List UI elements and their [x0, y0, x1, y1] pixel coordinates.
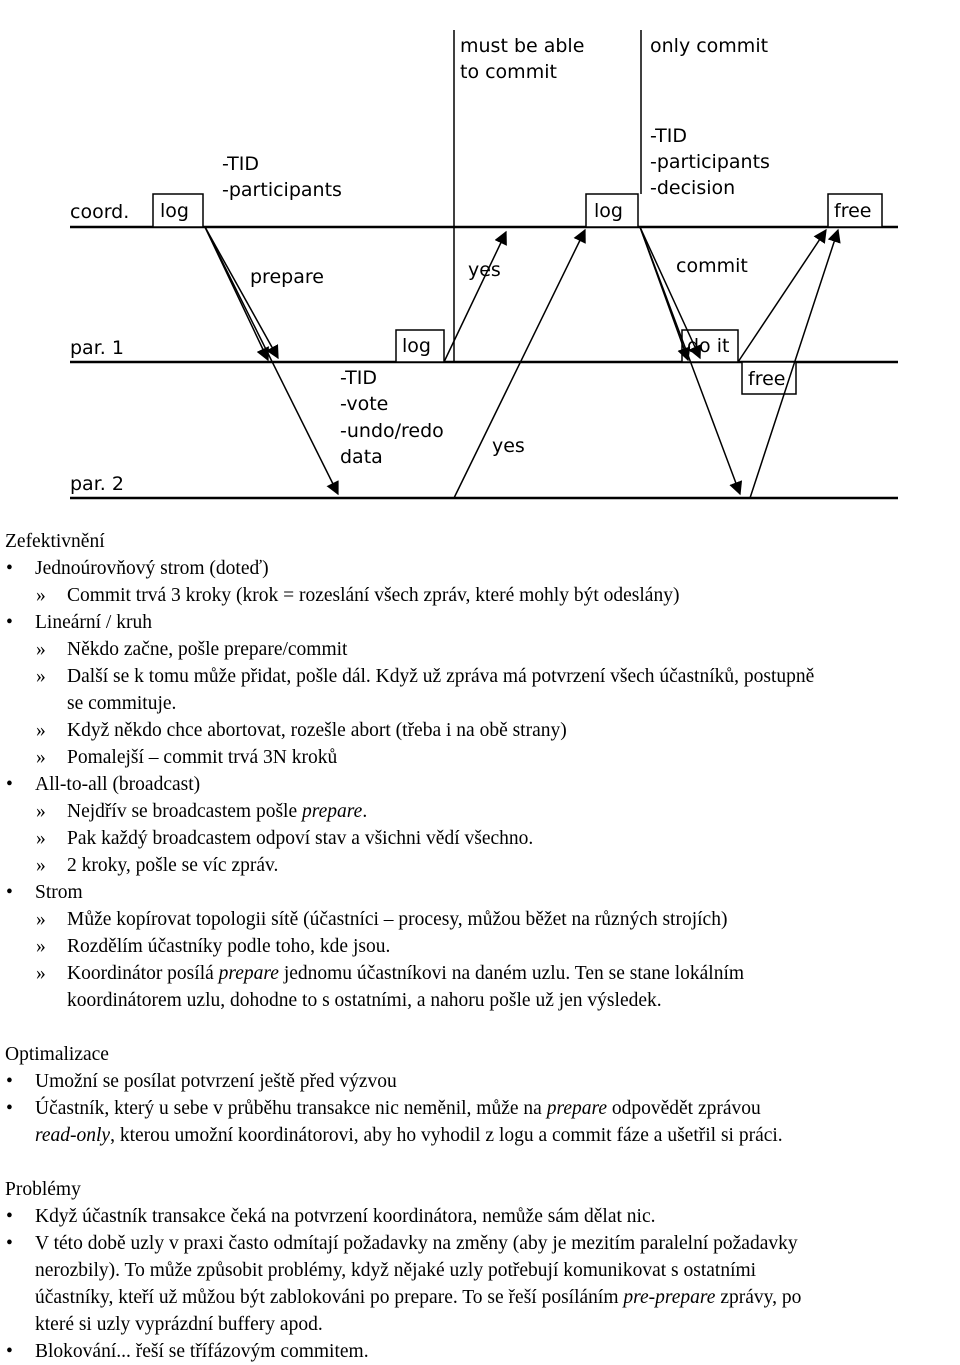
commit-arrow-par1-a	[640, 227, 700, 358]
item-text-italic: prepare	[218, 963, 279, 984]
bullet-continuation	[0, 1284, 960, 1311]
par-log-info-tid: -TID	[340, 367, 377, 389]
item-text: Někdo začne, pošle prepare/commit	[67, 639, 348, 660]
sub-bullet-marker: »	[36, 855, 46, 876]
coord-log2-info-tid: -TID	[650, 125, 687, 147]
par-log-info-undo-redo: -undo/redo	[340, 420, 444, 442]
coord-log1-info-participants: -participants	[222, 179, 342, 201]
bullet-dot: •	[6, 1233, 13, 1254]
bullet-item	[0, 1095, 960, 1122]
sub-bullet-marker: »	[36, 747, 46, 768]
item-text: koordinátorem uzlu, dohodne to s ostatními, a nahoru pošle už jen výsledek.	[67, 990, 662, 1011]
bullet-item	[0, 1338, 960, 1365]
coord-log2-info-participants: -participants	[650, 151, 770, 173]
sub-item	[0, 717, 960, 744]
par-log-info-vote: -vote	[340, 393, 389, 415]
bullet-continuation	[0, 1257, 960, 1284]
sub-item	[0, 960, 960, 987]
sub-item	[0, 906, 960, 933]
item-text: Účastník, který u sebe v průběhu transakce nic neměnil, může na	[35, 1098, 547, 1119]
sub-bullet-marker: »	[36, 639, 46, 660]
bullet-dot: •	[6, 612, 13, 633]
item-text: Může kopírovat topologii sítě (účastníci – procesy, můžou běžet na různých strojích)	[67, 909, 728, 930]
prepare-arrow-par1-a	[205, 227, 278, 358]
only-commit-note: only commit	[650, 35, 769, 57]
sub-bullet-marker: »	[36, 801, 46, 822]
bullet-item	[0, 1203, 960, 1230]
lane-label-par2: par. 2	[70, 473, 124, 495]
item-text: Další se k tomu může přidat, pošle dál. Když už zpráva má potvrzení všech účastníků, postupně	[67, 666, 815, 687]
must-commit-note-line1: must be able	[460, 35, 585, 57]
sub-bullet-marker: »	[36, 963, 46, 984]
sub-item	[0, 582, 960, 609]
item-text-italic: pre-prepare	[623, 1287, 716, 1308]
item-text: Nejdřív se broadcastem pošle	[67, 801, 303, 822]
sub-bullet-marker: »	[36, 720, 46, 741]
yes-label-2: yes	[492, 435, 525, 457]
item-text: jednomu účastníkovi na daném uzlu. Ten se stane lokálním	[278, 963, 745, 984]
item-text: Když účastník transakce čeká na potvrzení koordinátora, nemůže sám dělat nic.	[35, 1206, 656, 1227]
item-text: Pak každý broadcastem odpoví stav a všichni vědí všechno.	[67, 828, 534, 849]
item-text-italic: prepare	[302, 801, 363, 822]
item-text: Jednoúrovňový strom (doteď)	[35, 558, 269, 579]
coord-free-box-label: free	[834, 200, 872, 222]
par1-log-box-label: log	[402, 335, 431, 357]
item-text: Strom	[35, 882, 83, 903]
coord-log2-info-decision: -decision	[650, 177, 736, 199]
sub-bullet-marker: »	[36, 585, 46, 606]
bullet-item	[0, 555, 960, 582]
bullet-dot: •	[6, 558, 13, 579]
ack-arrow-par1	[738, 230, 826, 362]
lane-label-coord: coord.	[70, 201, 130, 223]
must-commit-note-line2: to commit	[460, 61, 557, 83]
item-text: Pomalejší – commit trvá 3N kroků	[67, 747, 338, 768]
sub-item	[0, 744, 960, 771]
document-body	[0, 528, 960, 1365]
sub-item-continuation	[0, 987, 960, 1014]
section-title: Problémy	[5, 1179, 81, 1200]
item-text: , kterou umožní koordinátorovi, aby ho vyhodil z logu a commit fáze a ušetřil si práci.	[110, 1125, 783, 1146]
item-text: 2 kroky, pošle se víc zpráv.	[67, 855, 279, 876]
item-text: Commit trvá 3 kroky (krok = rozeslání všech zpráv, které mohly být odeslány)	[67, 585, 680, 606]
coord-log-box-1-label: log	[160, 200, 189, 222]
commit-label: commit	[676, 255, 748, 277]
bullet-item	[0, 1068, 960, 1095]
item-text-italic: prepare	[546, 1098, 607, 1119]
item-text: Blokování... řeší se třífázovým commitem.	[35, 1341, 369, 1362]
bullet-dot: •	[6, 1071, 13, 1092]
lane-label-par1: par. 1	[70, 337, 124, 359]
sub-item	[0, 663, 960, 690]
item-text: Umožní se posílat potvrzení ještě před výzvou	[35, 1071, 397, 1092]
par1-free-box-label: free	[748, 368, 786, 390]
item-text: se commituje.	[67, 693, 177, 714]
bullet-dot: •	[6, 882, 13, 903]
sub-item	[0, 933, 960, 960]
section-title: Optimalizace	[5, 1044, 109, 1065]
sub-item	[0, 798, 960, 825]
sub-item-continuation	[0, 690, 960, 717]
item-text: V této době uzly v praxi často odmítají požadavky na změny (aby je mezitím paralelní požadavky	[35, 1233, 798, 1254]
item-text: Koordinátor posílá	[67, 963, 219, 984]
sub-bullet-marker: »	[36, 828, 46, 849]
sub-bullet-marker: »	[36, 909, 46, 930]
bullet-item	[0, 771, 960, 798]
bullet-dot: •	[6, 1098, 13, 1119]
bullet-dot: •	[6, 774, 13, 795]
bullet-continuation	[0, 1311, 960, 1338]
coord-log1-info-tid: -TID	[222, 153, 259, 175]
item-text: Lineární / kruh	[35, 612, 152, 633]
par-log-info-data: data	[340, 446, 383, 468]
sub-bullet-marker: »	[36, 666, 46, 687]
two-phase-commit-diagram	[0, 0, 960, 520]
item-text: zprávy, po	[715, 1287, 802, 1308]
bullet-item	[0, 609, 960, 636]
bullet-dot: •	[6, 1341, 13, 1362]
section-spacer	[0, 1014, 960, 1041]
item-text-italic: read-only	[35, 1125, 111, 1146]
coord-log-box-2-label: log	[594, 200, 623, 222]
bullet-item	[0, 879, 960, 906]
item-text: .	[362, 801, 368, 822]
bullet-item	[0, 1230, 960, 1257]
item-text: odpovědět zprávou	[607, 1098, 761, 1119]
item-text: nerozbily). To může způsobit problémy, když nějaké uzly potřebují komunikovat s ostatními	[35, 1260, 757, 1281]
bullet-dot: •	[6, 1206, 13, 1227]
par1-doit-box-label: do it	[687, 335, 730, 357]
item-text: které si uzly vyprázdní buffery apod.	[35, 1314, 323, 1335]
sub-item	[0, 825, 960, 852]
sub-item	[0, 852, 960, 879]
prepare-label: prepare	[250, 266, 324, 288]
yes-label-1: yes	[468, 259, 501, 281]
sub-bullet-marker: »	[36, 936, 46, 957]
item-text: účastníky, kteří už můžou být zablokováni po prepare. To se řeší posíláním	[35, 1287, 624, 1308]
section-title: Zefektivnění	[5, 531, 105, 552]
item-text: Rozdělím účastníky podle toho, kde jsou.	[67, 936, 391, 957]
item-text: All-to-all (broadcast)	[35, 774, 201, 795]
section-spacer	[0, 1149, 960, 1176]
item-text: Když někdo chce abortovat, rozešle abort (třeba i na obě strany)	[67, 720, 567, 741]
bullet-continuation	[0, 1122, 960, 1149]
sub-item	[0, 636, 960, 663]
